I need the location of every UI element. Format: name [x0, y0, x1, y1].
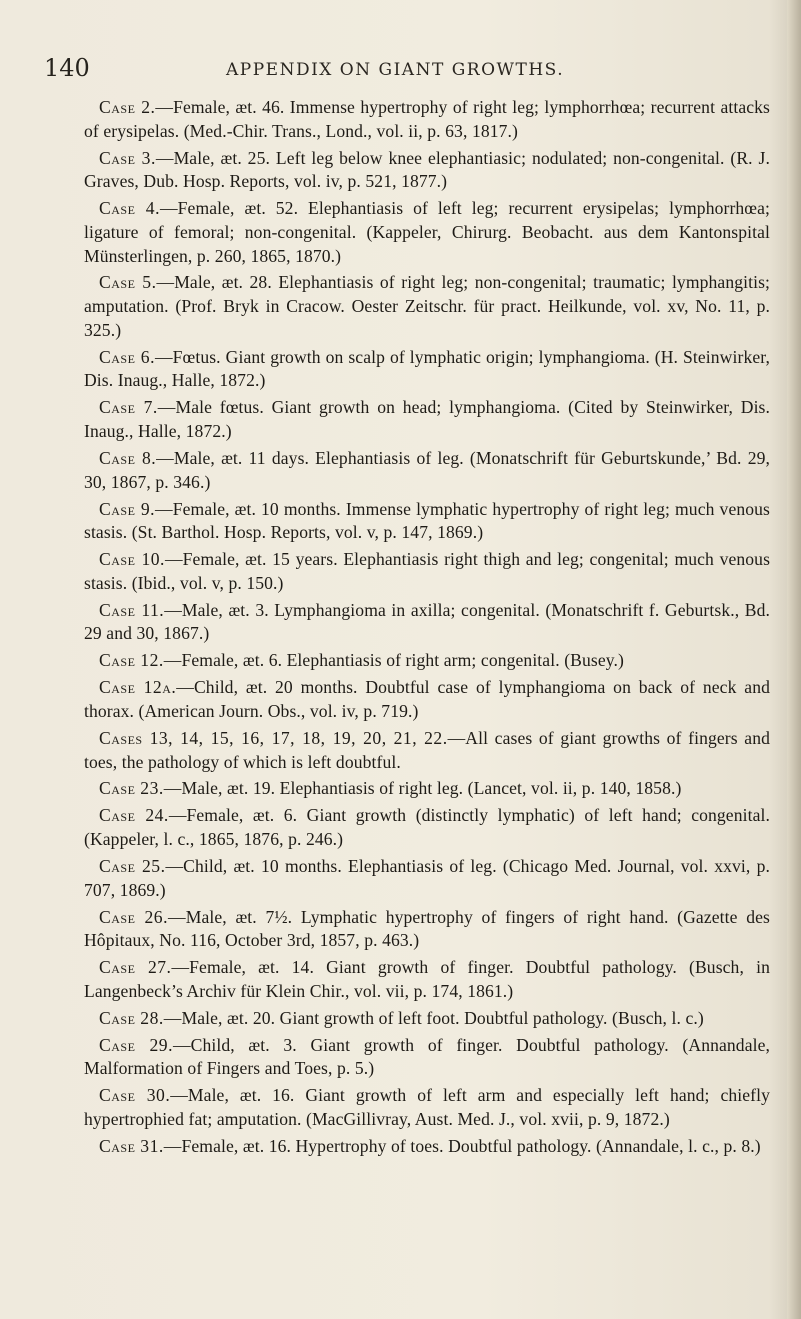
case-label: Case 5. — [99, 272, 157, 293]
case-text: —Child, æt. 20 months. Doubtful case of lymphangioma on back of neck and thorax. (American Journ. Obs., vol. iv, p. 719.) — [84, 677, 770, 721]
case-label: Case 9. — [99, 498, 156, 519]
case-label: Case 30. — [99, 1085, 171, 1106]
case-label: Case 24. — [99, 805, 169, 826]
case-entry — [84, 855, 770, 902]
case-entry — [84, 197, 770, 268]
case-entry — [84, 271, 770, 342]
case-entry — [84, 599, 770, 646]
case-text: —Female, æt. 52. Elephantiasis of left leg; recurrent erysipelas; lymphorrhœa; ligature of femoral; non-congenital. (Kappeler, Chirurg. Beobacht. aus dem Kantonspital Münsterlingen, p. 260, 1865, 1870.) — [84, 198, 770, 266]
case-label: Case 6. — [99, 346, 155, 367]
running-title: APPENDIX ON GIANT GROWTHS. — [226, 60, 565, 80]
case-text: —Male fœtus. Giant growth on head; lymphangioma. (Cited by Steinwirker, Dis. Inaug., Halle, 1872.) — [84, 397, 770, 442]
case-label: Case 2. — [99, 97, 156, 117]
case-label: Case 29. — [99, 1034, 173, 1055]
case-entry — [84, 777, 770, 801]
page-header — [0, 54, 801, 94]
case-label: Case 25. — [99, 855, 166, 876]
page-edge-shadow — [787, 0, 801, 1319]
case-text: —Female, æt. 46. Immense hypertrophy of right leg; lymphorrhœa; recurrent attacks of erysipelas. (Med.-Chir. Trans., Lond., vol. ii, p. 63, 1817.) — [84, 97, 771, 141]
case-text: —Male, æt. 25. Left leg below knee elephantiasic; nodulated; non-congenital. (R. J. Graves, Dub. Hosp. Reports, vol. iv, p. 521, 1877.) — [84, 147, 770, 192]
case-entry — [84, 804, 770, 851]
case-text: —Male, æt. 28. Elephantiasis of right leg; non-congenital; traumatic; lymphangitis; amputation. (Prof. Bryk in Cracow. Oester Zeitschr. für pract. Heilkunde, vol. xv, No. 11, p. 325.) — [84, 272, 771, 340]
case-label: Case 23. — [99, 778, 164, 799]
case-label: Case 26. — [99, 906, 169, 927]
case-text: —Female, æt. 10 months. Immense lymphatic hypertrophy of right leg; much venous stasis. (St. Barthol. Hosp. Reports, vol. v, p. 147, 1869.) — [84, 498, 770, 543]
case-label: Case 3. — [99, 147, 156, 168]
case-label: Case 11. — [99, 599, 165, 620]
case-label: Case 8. — [99, 447, 157, 468]
case-entry — [84, 1135, 770, 1159]
case-text: —Female, æt. 14. Giant growth of finger. Doubtful pathology. (Busch, in Langenbeck’s Archiv für Klein Chir., vol. vii, p. 174, 1861.) — [84, 957, 770, 1001]
case-text: —Female, æt. 6. Elephantiasis of right arm; congenital. (Busey.) — [163, 650, 624, 671]
case-text: —Male, æt. 16. Giant growth of left arm and especially left hand; chiefly hypertrophied fat; amputation. (MacGillivray, Aust. Med. J., vol. xvii, p. 9, 1872.) — [84, 1085, 770, 1129]
case-text: —Female, æt. 6. Giant growth (distinctly lymphatic) of left hand; congenital. (Kappeler, l. c., 1865, 1876, p. 246.) — [84, 805, 770, 850]
case-label: Case 28. — [99, 1007, 164, 1028]
case-label: Case 12a. — [99, 677, 177, 698]
case-label: Cases 13, 14, 15, 16, 17, 18, 19, 20, 21, 22. — [99, 727, 448, 748]
case-text: —Female, æt. 16. Hypertrophy of toes. Doubtful pathology. (Annandale, l. c., p. 8.) — [163, 1135, 761, 1156]
case-label: Case 12. — [99, 650, 164, 671]
case-entry — [84, 346, 770, 393]
case-entry — [84, 96, 770, 143]
case-label: Case 10. — [99, 549, 165, 570]
case-label: Case 4. — [99, 198, 160, 219]
case-text: —Male, æt. 20. Giant growth of left foot. Doubtful pathology. (Busch, l. c.) — [163, 1007, 704, 1028]
case-label: Case 27. — [99, 957, 172, 978]
case-text: —All cases of giant growths of fingers and toes, the pathology of which is left doubtful. — [84, 727, 770, 772]
case-entry — [84, 498, 770, 545]
case-entry — [84, 1084, 770, 1131]
case-entry — [84, 727, 770, 774]
case-text: —Fœtus. Giant growth on scalp of lymphatic origin; lymphangioma. (H. Steinwirker, Dis. Inaug., Halle, 1872.) — [84, 346, 770, 391]
case-label: Case 31. — [99, 1135, 164, 1156]
case-text: —Male, æt. 19. Elephantiasis of right leg. (Lancet, vol. ii, p. 140, 1858.) — [163, 778, 682, 799]
case-list — [84, 96, 770, 1162]
case-entry — [84, 396, 770, 443]
case-entry — [84, 906, 770, 953]
case-entry — [84, 676, 770, 723]
case-entry — [84, 147, 770, 194]
case-entry — [84, 1007, 770, 1031]
case-entry — [84, 548, 770, 595]
case-entry — [84, 447, 770, 494]
case-label: Case 7. — [99, 397, 158, 418]
case-text: —Male, æt. 11 days. Elephantiasis of leg. (Monatschrift für Geburtskunde,’ Bd. 29, 30, 1867, p. 346.) — [84, 447, 770, 492]
page-number: 140 — [44, 54, 90, 82]
case-text: —Female, æt. 15 years. Elephantiasis right thigh and leg; congenital; much venous stasis. (Ibid., vol. v, p. 150.) — [84, 549, 771, 593]
case-entry — [84, 956, 770, 1003]
case-text: —Child, æt. 3. Giant growth of finger. Doubtful pathology. (Annandale, Malformation of Fingers and Toes, p. 5.) — [84, 1034, 770, 1079]
case-text: —Male, æt. 3. Lymphangioma in axilla; congenital. (Monatschrift f. Geburtsk., Bd. 29 and 30, 1867.) — [84, 599, 770, 644]
case-text: —Male, æt. 7½. Lymphatic hypertrophy of fingers of right hand. (Gazette des Hôpitaux, No. 116, October 3rd, 1857, p. 463.) — [84, 906, 771, 951]
case-text: —Child, æt. 10 months. Elephantiasis of leg. (Chicago Med. Journal, vol. xxvi, p. 707, 1869.) — [84, 855, 770, 900]
case-entry — [84, 649, 770, 673]
case-entry — [84, 1034, 770, 1081]
